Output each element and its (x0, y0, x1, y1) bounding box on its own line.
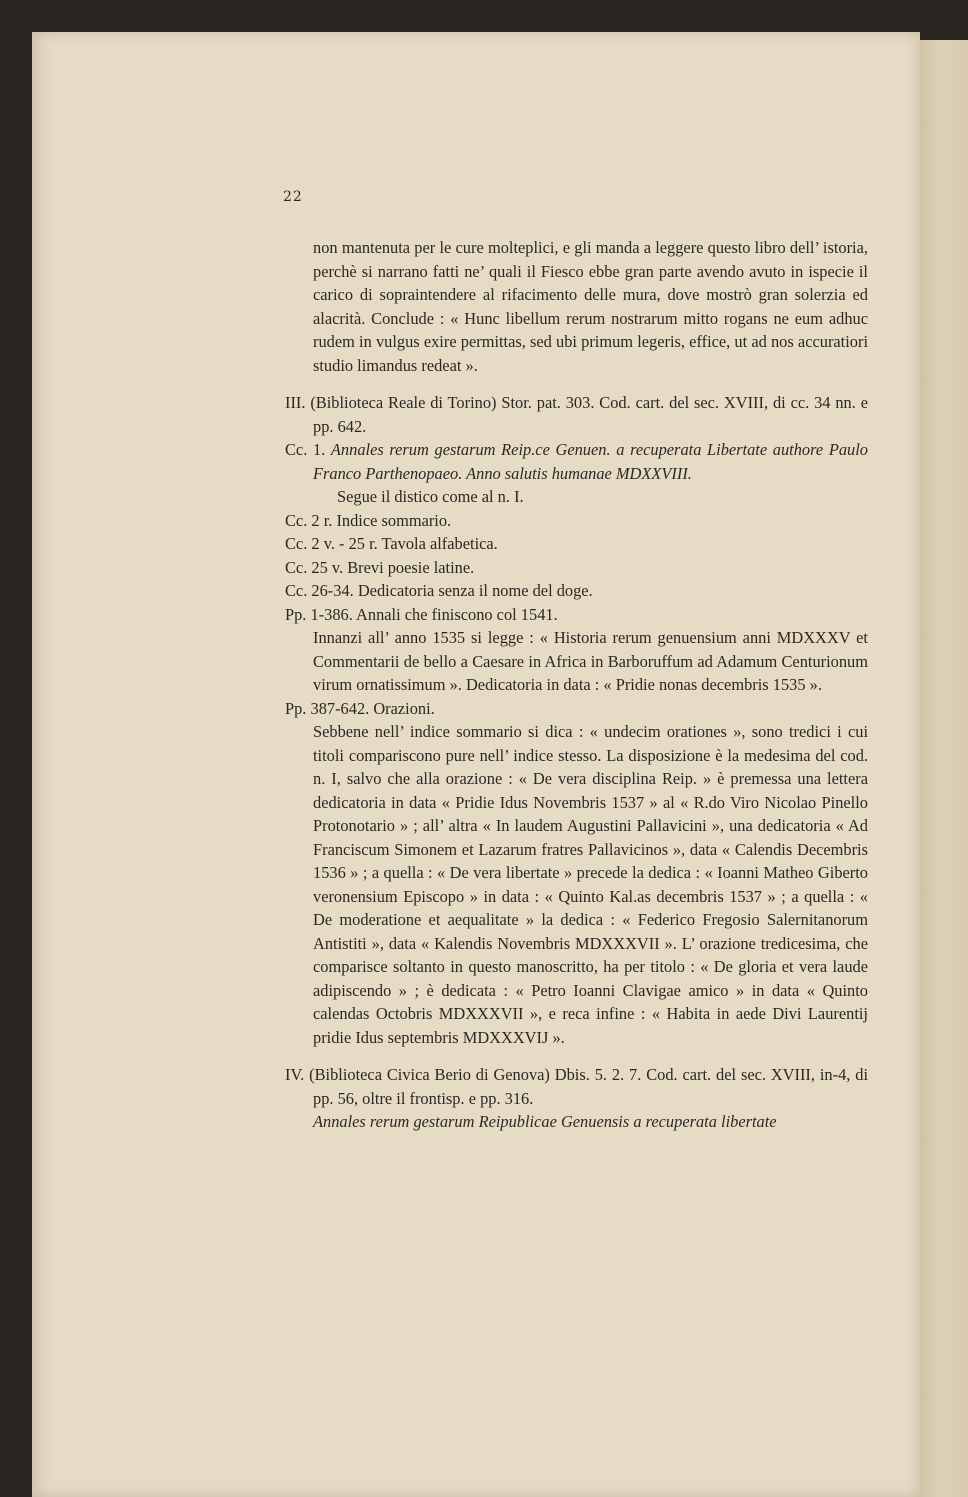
continuation-paragraph: non mantenuta per le cure molteplici, e gli manda a leggere questo libro dell’ istoria, perchè si narrano fatti ne’ quali il Fiesco ebbe gran parte avendo avuto in ispecie il carico di sopraintendere al rifacimento delle mura, dove mostrò gran solerzia ed alacrità. Conclude : « Hunc libellum rerum nostrarum mitto rogans ne eum adhuc rudem in vulgus exire permittas, sed ubi primum legeris, effice, ut ad nos accuratiori studio limandus redeat ». (313, 238, 868, 375)
scan-background (0, 0, 968, 32)
page-number: 22 (283, 189, 303, 205)
entry-3-pp2: Pp. 387-642. Orazioni. (285, 698, 435, 718)
entry-4-title-text: Annales rerum gestarum Reipublicae Genuensis a recuperata libertate (313, 1112, 777, 1131)
entry-4-heading: IV. (Biblioteca Civica Berio di Genova) Dbis. 5. 2. 7. Cod. cart. del sec. XVIII, in-4, di pp. 56, oltre il frontisp. e pp. 316. (285, 1065, 868, 1108)
entry-3-pp1: Pp. 1-386. Annali che finiscono col 1541. (285, 604, 558, 624)
entry-3-line-4: Cc. 26-34. Dedicatoria senza il nome del doge. (285, 581, 593, 600)
entry-3-cc1-note: Segue il distico come al n. I. (337, 487, 524, 506)
entry-3-pp2-note: Sebbene nell’ indice sommario si dica : « undecim orationes », sono tredici i cui titoli compariscono pure nell’ indice stesso. La disposizione è la medesima del cod. n. I, salvo che alla orazione : « De vera disciplina Reip. » è premessa una lettera dedicatoria in data « Pridie Idus Novembris 1537 » al « R.do Viro Nicolao Pinello Protonotario » ; all’ altra « In laudem Augustini Pallavicini », una dedicatoria « Ad Franciscum Simonem et Lazarum fratres Pallavicinos », data « Calendis Decembris 1536 » ; a quella : « De vera libertate » precede la dedica : « Ioanni Matheo Giberto veronensium Episcopo » in data : « Quinto Kal.as decembris 1537 » ; a quella : « De moderatione et aequalitate » la dedica : « Federico Fregosio Salernitanorum Antistiti », data « Kalendis Novembris MDXXXVII ». L’ orazione tredicesima, che comparisce soltanto in questo manoscritto, ha per titolo : « De gloria et vera laude adipiscendo » ; è dedicata : « Petro Ioanni Clavigae amico » in data « Quinto calendas Octobris MDXXXVII », e reca infine : « Habita in aede Divi Laurentij pridie Idus septembris MDXXXVIJ ». (313, 722, 868, 1047)
entry-3-heading: III. (Biblioteca Reale di Torino) Stor. pat. 303. Cod. cart. del sec. XVIII, di cc. 34 nn. e pp. 642. (285, 393, 868, 436)
page-body (285, 236, 868, 1134)
entry-4-title (285, 1110, 868, 1134)
entry-3-cc1 (285, 438, 868, 485)
cc1-title: Annales rerum gestarum Reip.ce Genuen. a recuperata Libertate authore Paulo Franco Parthenopaeo. Anno salutis humanae MDXXVIII. (313, 440, 868, 483)
page-edge (920, 40, 968, 1497)
entry-3-line-1: Cc. 2 r. Indice sommario. (285, 510, 452, 530)
entry-3-pp1-note: Innanzi all’ anno 1535 si legge : « Historia rerum genuensium anni MDXXXV et Commentarii de bello a Caesare in Africa in Barboruffum ad Adamum Centurionum virum ornatissimum ». Dedicatoria in data : « Pridie nonas decembris 1535 ». (313, 628, 868, 694)
entry-3-line-2: Cc. 2 v. - 25 r. Tavola alfabetica. (285, 534, 498, 553)
cc1-label: Cc. 1. (285, 440, 326, 459)
entry-3-line-3: Cc. 25 v. Brevi poesie latine. (285, 557, 475, 577)
